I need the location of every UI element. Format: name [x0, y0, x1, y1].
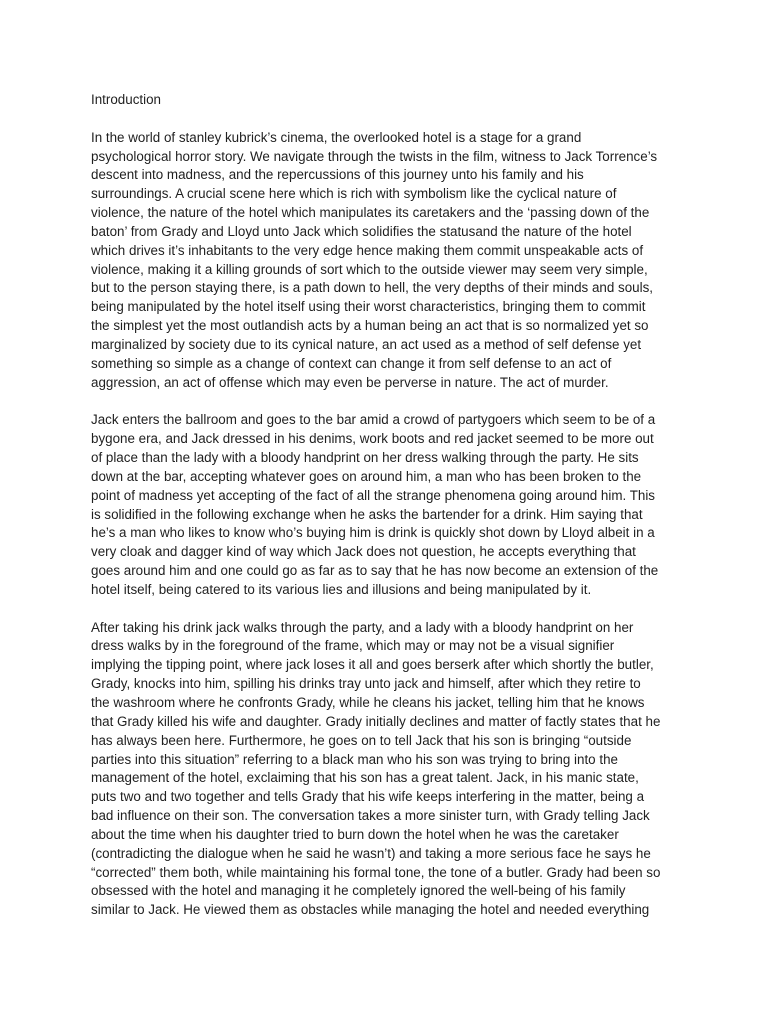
text-line: obsessed with the hotel and managing it he completely ignored the well-being of his family [91, 883, 626, 899]
paragraph-list [91, 129, 687, 920]
text-line: descent into madness, and the repercussions of this journey unto his family and his [91, 167, 584, 183]
text-line: surroundings. A crucial scene here which is rich with symbolism like the cyclical nature of [91, 186, 617, 202]
text-line: management of the hotel, exclaiming that his son has a great talent. Jack, in his manic state, [91, 770, 639, 786]
text-line: bygone era, and Jack dressed in his denims, work boots and red jacket seemed to be more out [91, 431, 654, 447]
text-line: violence, the nature of the hotel which manipulates its caretakers and the ‘passing down of the [91, 205, 650, 221]
text-line: puts two and two together and tells Grady that his wife keeps interfering in the matter, being a [91, 789, 645, 805]
text-line: but to the person staying there, is a path down to hell, the very depths of their minds and souls, [91, 280, 653, 296]
text-line: similar to Jack. He viewed them as obstacles while managing the hotel and needed everything [91, 902, 650, 918]
document-body [91, 91, 687, 939]
text-line: something so simple as a change of context can change it from self defense to an act of [91, 355, 612, 371]
text-line: about the time when his daughter tried to burn down the hotel when he was the caretaker [91, 826, 619, 842]
text-line: is solidified in the following exchange when he asks the bartender for a drink. Him saying that [91, 506, 643, 522]
text-line: psychological horror story. We navigate through the twists in the film, witness to Jack Torrence’s [91, 148, 658, 164]
paragraph [91, 129, 687, 393]
text-line: (contradicting the dialogue when he said he wasn’t) and taking a more serious face he says he [91, 845, 651, 861]
text-line: “corrected” them both, while maintaining his formal tone, the tone of a butler. Grady had been so [91, 864, 661, 880]
text-line: bad influence on their son. The conversation takes a more sinister turn, with Grady telling Jack [91, 808, 650, 824]
text-line: baton’ from Grady and Lloyd unto Jack which solidifies the statusand the nature of the hotel [91, 223, 632, 239]
paragraph [91, 411, 687, 599]
text-line: After taking his drink jack walks through the party, and a lady with a bloody handprint on her [91, 619, 634, 635]
text-line: Grady, knocks into him, spilling his drinks tray unto jack and himself, after which they retire to [91, 676, 641, 692]
text-line: Jack enters the ballroom and goes to the bar amid a crowd of partygoers which seem to be of a [91, 412, 656, 428]
paragraph [91, 619, 687, 921]
text-line: being manipulated by the hotel itself using their worst characteristics, bringing them to commit [91, 299, 646, 315]
text-line: dress walks by in the foreground of the frame, which may or may not be a visual signifier [91, 638, 615, 654]
text-line: that Grady killed his wife and daughter. Grady initially declines and matter of factly states that he [91, 713, 661, 729]
text-line: the washroom where he confronts Grady, while he cleans his jacket, telling him that he knows [91, 695, 645, 710]
text-line: which drives it’s inhabitants to the very edge hence making them commit unspeakable acts of [91, 242, 644, 258]
text-line: he’s a man who likes to know who’s buying him is drink is quickly shot down by Lloyd albeit in a [91, 525, 655, 541]
text-line: of place than the lady with a bloody handprint on her dress walking through the party. He sits [91, 450, 639, 466]
text-line: the simplest yet the most outlandish acts by a human being an act that is so normalized yet so [91, 318, 649, 334]
text-line: marginalized by society due to its cynical nature, an act used as a method of self defense yet [91, 336, 642, 352]
text-line: hotel itself, being catered to its various lies and illusions and being manipulated by it. [91, 581, 592, 597]
text-line: down at the bar, accepting whatever goes on around him, a man who has been broken to the [91, 468, 642, 484]
text-line: parties into this situation” referring to a black man who his son was trying to bring into the [91, 751, 618, 767]
text-line: very cloak and dagger kind of way which Jack does not question, he accepts everything that [91, 544, 636, 560]
text-line: aggression, an act of offense which may even be perverse in nature. The act of murder. [91, 374, 609, 390]
text-line: point of madness yet accepting of the fact of all the strange phenomena going around him. This [91, 487, 656, 503]
section-heading: Introduction [91, 92, 161, 107]
text-line: violence, making it a killing grounds of sort which to the outside viewer may seem very simple, [91, 261, 648, 277]
text-line: goes around him and one could go as far as to say that he has now become an extension of the [91, 563, 659, 579]
text-line: has always been here. Furthermore, he goes on to tell Jack that his son is bringing “outside [91, 732, 632, 748]
text-line: In the world of stanley kubrick’s cinema, the overlooked hotel is a stage for a grand [91, 129, 582, 145]
text-line: implying the tipping point, where jack loses it all and goes berserk after which shortly the butler, [91, 657, 654, 673]
